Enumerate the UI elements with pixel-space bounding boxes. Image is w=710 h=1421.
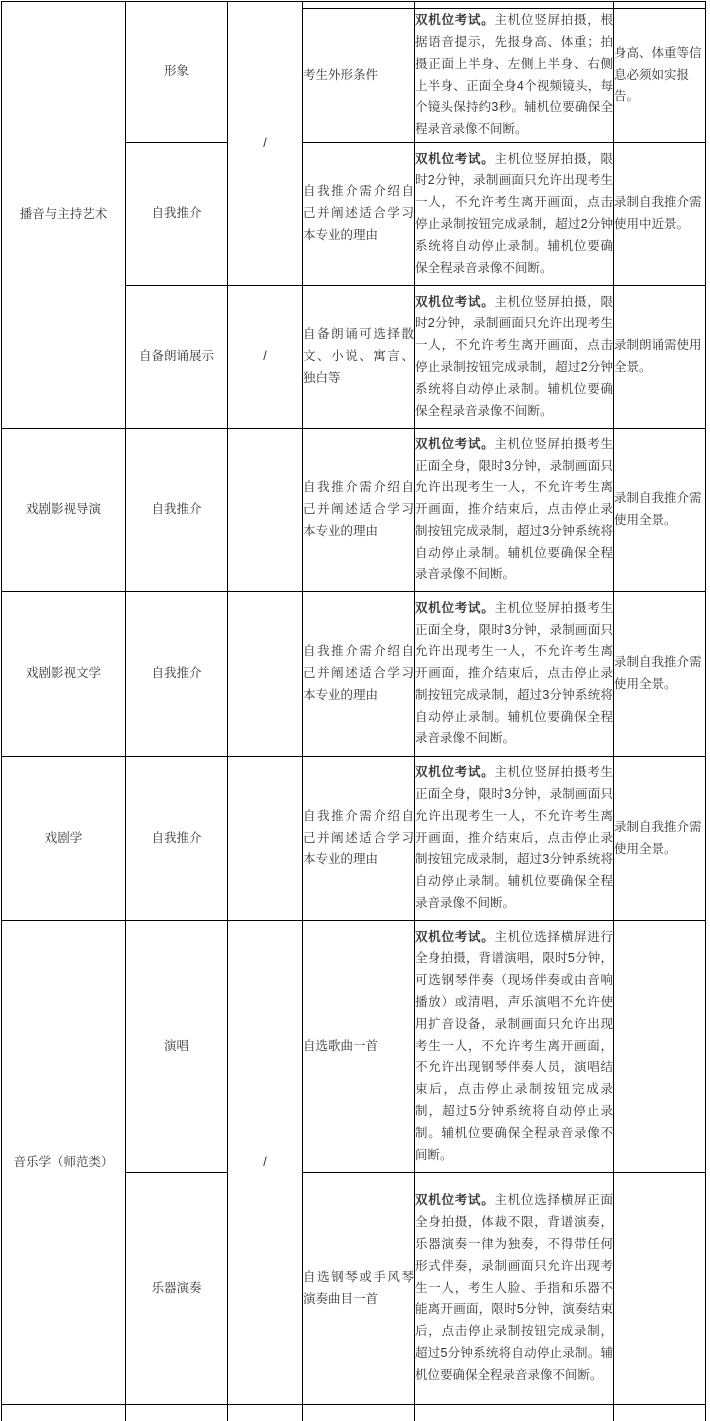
major-cell: 戏剧影视导演 (2, 429, 126, 592)
exam-mode-label: 双机位考试。 (415, 1193, 495, 1208)
subject-cell: 演唱 (126, 921, 228, 1173)
exam-requirements-table (1, 1, 706, 1421)
subject-cell: 形象 (126, 2, 228, 143)
requirement-text: 主机位竖屏拍摄，限时2分钟，录制画面只允许出现考生一人，不允许考生离开画面，点击停止录制按钮完成录制，超过2分钟系统将自动停止录制。辅机位要确保全程录音录像不间断。 (415, 151, 613, 275)
table-row (2, 757, 706, 921)
requirement-text: 主机位竖屏拍摄考生正面全身，限时3分钟，录制画面只允许出现考生一人，不允许考生离开画面，推介结束后，点击停止录制按钮完成录制，超过3分钟系统将自动停止录制。辅机位要确保全程录音录像不间断。 (415, 765, 613, 910)
exam-mode-label: 双机位考试。 (415, 929, 495, 944)
major-cell: 戏剧影视文学 (2, 592, 126, 757)
content-cell: 自我推介需介绍自己并阐述适合学习本专业的理由 (303, 429, 415, 592)
content-cell: 自选歌曲一首 (303, 921, 415, 1173)
requirement-cell (415, 143, 614, 286)
exam-mode-label: 双机位考试。 (415, 151, 495, 166)
requirement-text: 主机位竖屏拍摄，限时2分钟，录制画面只允许出现考生一人，不允许考生离开画面，点击停止录制按钮完成录制，超过2分钟系统将自动停止录制。辅机位要确保全程录音录像不间断。 (415, 294, 613, 418)
note-cell: 录制自我推介需使用全景。 (614, 592, 706, 757)
requirement-cell (415, 757, 614, 921)
requirement-text: 主机位竖屏拍摄，根据语音提示，先报身高、体重；拍摄正面上半身、左侧上半身、右侧上半身、正面全身4个视频镜头，每个镜头保持约3秒。辅机位要确保全程录音录像不间断。 (415, 13, 613, 137)
requirement-cell (415, 429, 614, 592)
note-cell (614, 921, 706, 1173)
major-cell: 戏剧学 (2, 757, 126, 921)
note-cell (614, 1173, 706, 1405)
cropped-cell (614, 1405, 706, 1421)
subject-cell: 自我推介 (126, 143, 228, 286)
cropped-cell (614, 2, 706, 9)
cropped-cell (303, 2, 415, 9)
exam-mode-label: 双机位考试。 (415, 294, 495, 309)
requirement-cell (415, 9, 614, 143)
cropped-cell (303, 1405, 415, 1421)
requirement-text: 主机位选择横屏正面全身拍摄，体裁不限，背谱演奏，乐器演奏一律为独奏，不得带任何形式伴奏，录制画面只允许出现考生一人，考生人脸、手指和乐器不能离开画面，限时5分钟，演奏结束后，点击停止录制按钮完成录制，超过5分钟系统将自动停止录制。辅机位要确保全程录音录像不间断。 (415, 1193, 613, 1382)
requirement-text: 主机位竖屏拍摄考生正面全身，限时3分钟，录制画面只允许出现考生一人，不允许考生离开画面，推介结束后，点击停止录制按钮完成录制，超过3分钟系统将自动停止录制。辅机位要确保全程录音录像不间断。 (415, 436, 613, 582)
cropped-top-row (2, 2, 706, 9)
cropped-cell (415, 1405, 614, 1421)
separator-cell: / (228, 2, 303, 286)
requirement-cell (415, 921, 614, 1173)
cropped-bottom-row (2, 1405, 706, 1421)
content-cell: 自我推介需介绍自己并阐述适合学习本专业的理由 (303, 592, 415, 757)
note-cell: 身高、体重等信息必须如实报告。 (614, 9, 706, 143)
cropped-cell (228, 1405, 303, 1421)
requirement-cell (415, 286, 614, 429)
separator-cell (228, 429, 303, 592)
table-row (2, 429, 706, 592)
note-cell: 录制自我推介需使用全景。 (614, 757, 706, 921)
subject-cell: 自我推介 (126, 592, 228, 757)
content-cell: 考生外形条件 (303, 9, 415, 143)
note-cell: 录制朗诵需使用全景。 (614, 286, 706, 429)
exam-mode-label: 双机位考试。 (415, 765, 495, 780)
cropped-cell (2, 1405, 126, 1421)
subject-cell: 自我推介 (126, 757, 228, 921)
subject-cell: 乐器演奏 (126, 1173, 228, 1405)
table-row (2, 921, 706, 1173)
subject-cell: 自备朗诵展示 (126, 286, 228, 429)
major-cell: 播音与主持艺术 (2, 2, 126, 429)
exam-mode-label: 双机位考试。 (415, 436, 495, 451)
cropped-cell (415, 2, 614, 9)
exam-mode-label: 双机位考试。 (415, 13, 495, 28)
note-cell: 录制自我推介需使用全景。 (614, 429, 706, 592)
separator-cell: / (228, 286, 303, 429)
separator-cell (228, 592, 303, 757)
content-cell: 自我推介需介绍自己并阐述适合学习本专业的理由 (303, 757, 415, 921)
exam-mode-label: 双机位考试。 (415, 600, 495, 615)
note-cell: 录制自我推介需使用中近景。 (614, 143, 706, 286)
content-cell: 自备朗诵可选择散文、小说、寓言、独白等 (303, 286, 415, 429)
subject-cell: 自我推介 (126, 429, 228, 592)
requirement-text: 主机位选择横屏进行全身拍摄，背谱演唱，限时5分钟，可选钢琴伴奏（现场伴奏或由音响播放）或清唱，声乐演唱不允许使用扩音设备，录制画面只允许出现考生一人，不允许考生离开画面，不允许出现钢琴伴奏人员，演唱结束后，点击停止录制按钮完成录制，超过5分钟系统将自动停止录制。辅机位要确保全程录音录像不间断。 (415, 929, 613, 1162)
separator-cell (228, 757, 303, 921)
content-cell: 自我推介需介绍自己并阐述适合学习本专业的理由 (303, 143, 415, 286)
separator-cell: / (228, 921, 303, 1405)
requirement-cell (415, 592, 614, 757)
requirement-cell (415, 1173, 614, 1405)
content-cell: 自选钢琴或手风琴演奏曲目一首 (303, 1173, 415, 1405)
table-row (2, 592, 706, 757)
requirement-text: 主机位竖屏拍摄考生正面全身，限时3分钟，录制画面只允许出现考生一人，不允许考生离开画面，推介结束后，点击停止录制按钮完成录制，超过3分钟系统将自动停止录制。辅机位要确保全程录音录像不间断。 (415, 600, 613, 746)
major-cell: 音乐学（师范类） (2, 921, 126, 1405)
cropped-cell (126, 1405, 228, 1421)
